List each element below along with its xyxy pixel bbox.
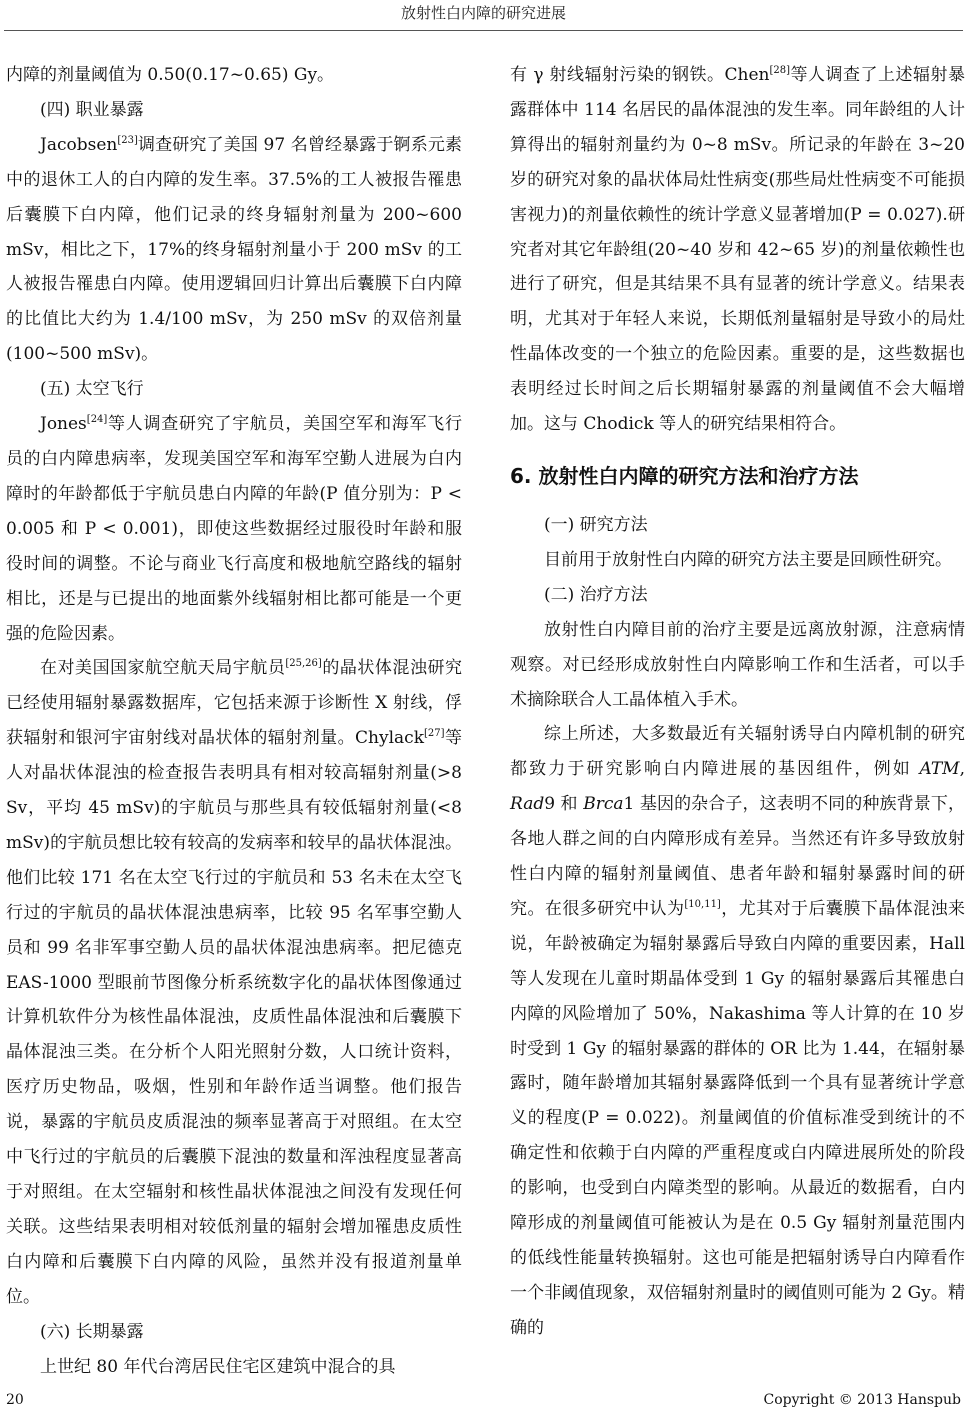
subheading-long-term-exposure: (六) 长期暴露 — [40, 1321, 144, 1342]
paragraph-summary — [510, 717, 965, 1345]
paragraph-text: 的晶状体混浊研究已经使用辐射暴露数据库，它包括来源于诊断性 X 射线，俘获辐射和银河宇宙射线对晶状体的辐射剂量。Chylack — [6, 658, 463, 749]
paragraph-text: 调查研究了美国 97 名曾经暴露于锕系元素中的退休工人的白内障的发生率。37.5%的工人被报告罹患后囊膜下白内障，他们记录的终身辐射剂量为 200~600 mSv，相比之下，17%的终身辐射剂量小于 200 mSv 的工人被报告罹患白内障。使用逻辑回归计算出后囊膜下白内障的比值比大约为 1.4/100 mSv，为 250 mSv 的双倍剂量(100~500 mSv)。 — [6, 134, 462, 365]
paragraph-chen — [510, 58, 965, 442]
subheading-research-methods: (一) 研究方法 — [544, 514, 648, 535]
section-heading-6: 6. 放射性白内障的研究方法和治疗方法 — [510, 463, 859, 488]
citation-25-26: [25,26] — [285, 658, 322, 670]
paragraph-text: 等人调查了上述辐射暴露群体中 114 名居民的晶体混浊的发生率。同年龄组的人计算得出的辐射剂量约为 0~8 mSv。所记录的年龄在 3~20 岁的研究对象的晶状体局灶性病变(那些局灶性病变不可能损害视力)的剂量依赖性的统计学意义显著增加(P = 0.027).研究者对其它年龄组(20~40 岁和 42~65 岁)的剂量依赖性也进行了研究，但是其结果不具有显著的统计学意义。结果表明，尤其对于年轻人来说，长期低剂量辐射是导致小的局灶性晶体改变的一个独立的危险因素。重要的是，这些数据也表明经过长时间之后长期辐射暴露的剂量阈值不会大幅增加。这与 Chodick 等人的研究结果相符合。 — [510, 65, 965, 435]
left-column — [6, 58, 462, 1384]
gene-atm: ATM — [919, 759, 960, 780]
subheading-space-flight: (五) 太空飞行 — [40, 379, 144, 400]
paragraph-jones — [6, 407, 462, 651]
paragraph-jacobsen — [6, 128, 462, 372]
copyright-notice: Copyright © 2013 Hanspub — [763, 1392, 961, 1408]
running-title: 放射性白内障的研究进展 — [400, 4, 566, 22]
author-jones: Jones — [40, 414, 87, 435]
paragraph-text: 综上所述，大多数最近有关辐射诱导白内障机制的研究都致力于研究影响白内障进展的基因组件，例如 — [510, 724, 965, 780]
paragraph-taiwan-residences: 上世纪 80 年代台湾居民住宅区建筑中混合的具 — [40, 1356, 396, 1377]
paragraph-text: 有 γ 射线辐射污染的钢铁。Chen — [510, 65, 770, 85]
separator: , — [959, 759, 965, 780]
page-number: 20 — [6, 1392, 24, 1408]
paragraph-research-methods: 目前用于放射性白内障的研究方法主要是回顾性研究。 — [544, 549, 952, 570]
right-column — [510, 58, 965, 1346]
citation-24: [24] — [86, 414, 108, 426]
paragraph-text: ，尤其对于后囊膜下晶体混浊来说，年龄被确定为辐射暴露后导致白内障的重要因素，Hall 等人发现在儿童时期晶体受到 1 Gy 的辐射暴露后其罹患白内障的风险增加了 50%，Nakashima 等人计算的在 10 岁时受到 1 Gy 的辐射暴露的群体的 OR 比为 1.44，在辐射暴露时，随年龄增加其辐射暴露降低到一个具有显著统计学意义的程度(P = 0.022)。剂量阈值的价值标准受到统计的不确定性和依赖于白内障的严重程度或白内障进展所处的阶段的影响，也受到白内障类型的影响。从最近的数据看，白内障形成的剂量阈值可能被认为是在 0.5 Gy 辐射剂量范围内的低线性能量转换辐射。这也可能是把辐射诱导白内障看作一个非阈值现象，双倍辐射剂量时的阈值则可能为 2 Gy。精确的 — [510, 898, 966, 1338]
paragraph-dose-threshold: 内障的剂量阈值为 0.50(0.17~0.65) Gy。 — [6, 65, 335, 85]
citation-28: [28] — [769, 65, 790, 76]
paragraph-treatment-methods: 放射性白内障目前的治疗主要是远离放射源，注意病情观察。对已经形成放射性白内障影响工作和生活者，可以手术摘除联合人工晶体植入手术。 — [510, 619, 965, 710]
subheading-treatment-methods: (二) 治疗方法 — [544, 584, 648, 605]
gene-rad-number: 9 和 — [544, 794, 584, 815]
author-jacobsen: Jacobsen — [40, 134, 118, 155]
citation-27: [27] — [424, 728, 445, 740]
gene-rad: Rad — [510, 794, 545, 815]
paragraph-text: 1 基因的杂合子，这表明不同的种族背景下，各地人群之间的白内障形成有差异。当然还有许多导致放射性白内障的辐射剂量阈值、患者年龄和辐射暴露时间的研究。在很多研究中认为 — [510, 794, 965, 919]
subheading-occupational-exposure: (四) 职业暴露 — [40, 99, 144, 120]
citation-23: [23] — [117, 134, 138, 146]
paragraph-nasa-astronauts — [6, 651, 462, 1314]
gene-brca: Brca — [583, 794, 624, 815]
paragraph-text: 等人对晶状体混浊的检查报告表明具有相对较高辐射剂量(>8 Sv，平均 45 mSv)的宇航员与那些具有较低辐射剂量(<8 mSv)的宇航员想比较有较高的发病率和较早的晶状体混浊。他们比较 171 名在太空飞行过的宇航员和 53 名未在太空飞行过的宇航员的晶状体混浊患病率，比较 95 名军事空勤人员和 99 名非军事空勤人员的晶状体混浊患病率。把尼德克 EAS-1000 型眼前节图像分析系统数字化的晶状体图像通过计算机软件分为核性晶体混浊，皮质性晶体混浊和后囊膜下晶体混浊三类。在分析个人阳光照射分数，人口统计资料，医疗历史物品，吸烟，性别和年龄作适当调整。他们报告说，暴露的宇航员皮质混浊的频率显著高于对照组。在太空中飞行过的宇航员的后囊膜下混浊的数量和浑浊程度显著高于对照组。在太空辐射和核性晶状体混浊之间没有发现任何关联。这些结果表明相对较低剂量的辐射会增加罹患皮质性白内障和后囊膜下白内障的风险，虽然并没有报道剂量单位。 — [6, 728, 462, 1307]
paragraph-text: 等人调查研究了宇航员，美国空军和海军飞行员的白内障患病率，发现美国空军和海军空勤人进展为白内障时的年龄都低于宇航员患白内障的年龄(P 值分别为：P < 0.005 和 P < 0.001)，即使这些数据经过服役时年龄和服役时间的调整。不论与商业飞行高度和极地航空路线的辐射相比，还是与已提出的地面紫外线辐射相比都可能是一个更强的危险因素。 — [6, 414, 462, 644]
citation-10-11: [10,11] — [684, 898, 721, 910]
header-rule — [4, 30, 963, 31]
paragraph-text: 在对美国国家航空航天局宇航员 — [40, 658, 286, 679]
